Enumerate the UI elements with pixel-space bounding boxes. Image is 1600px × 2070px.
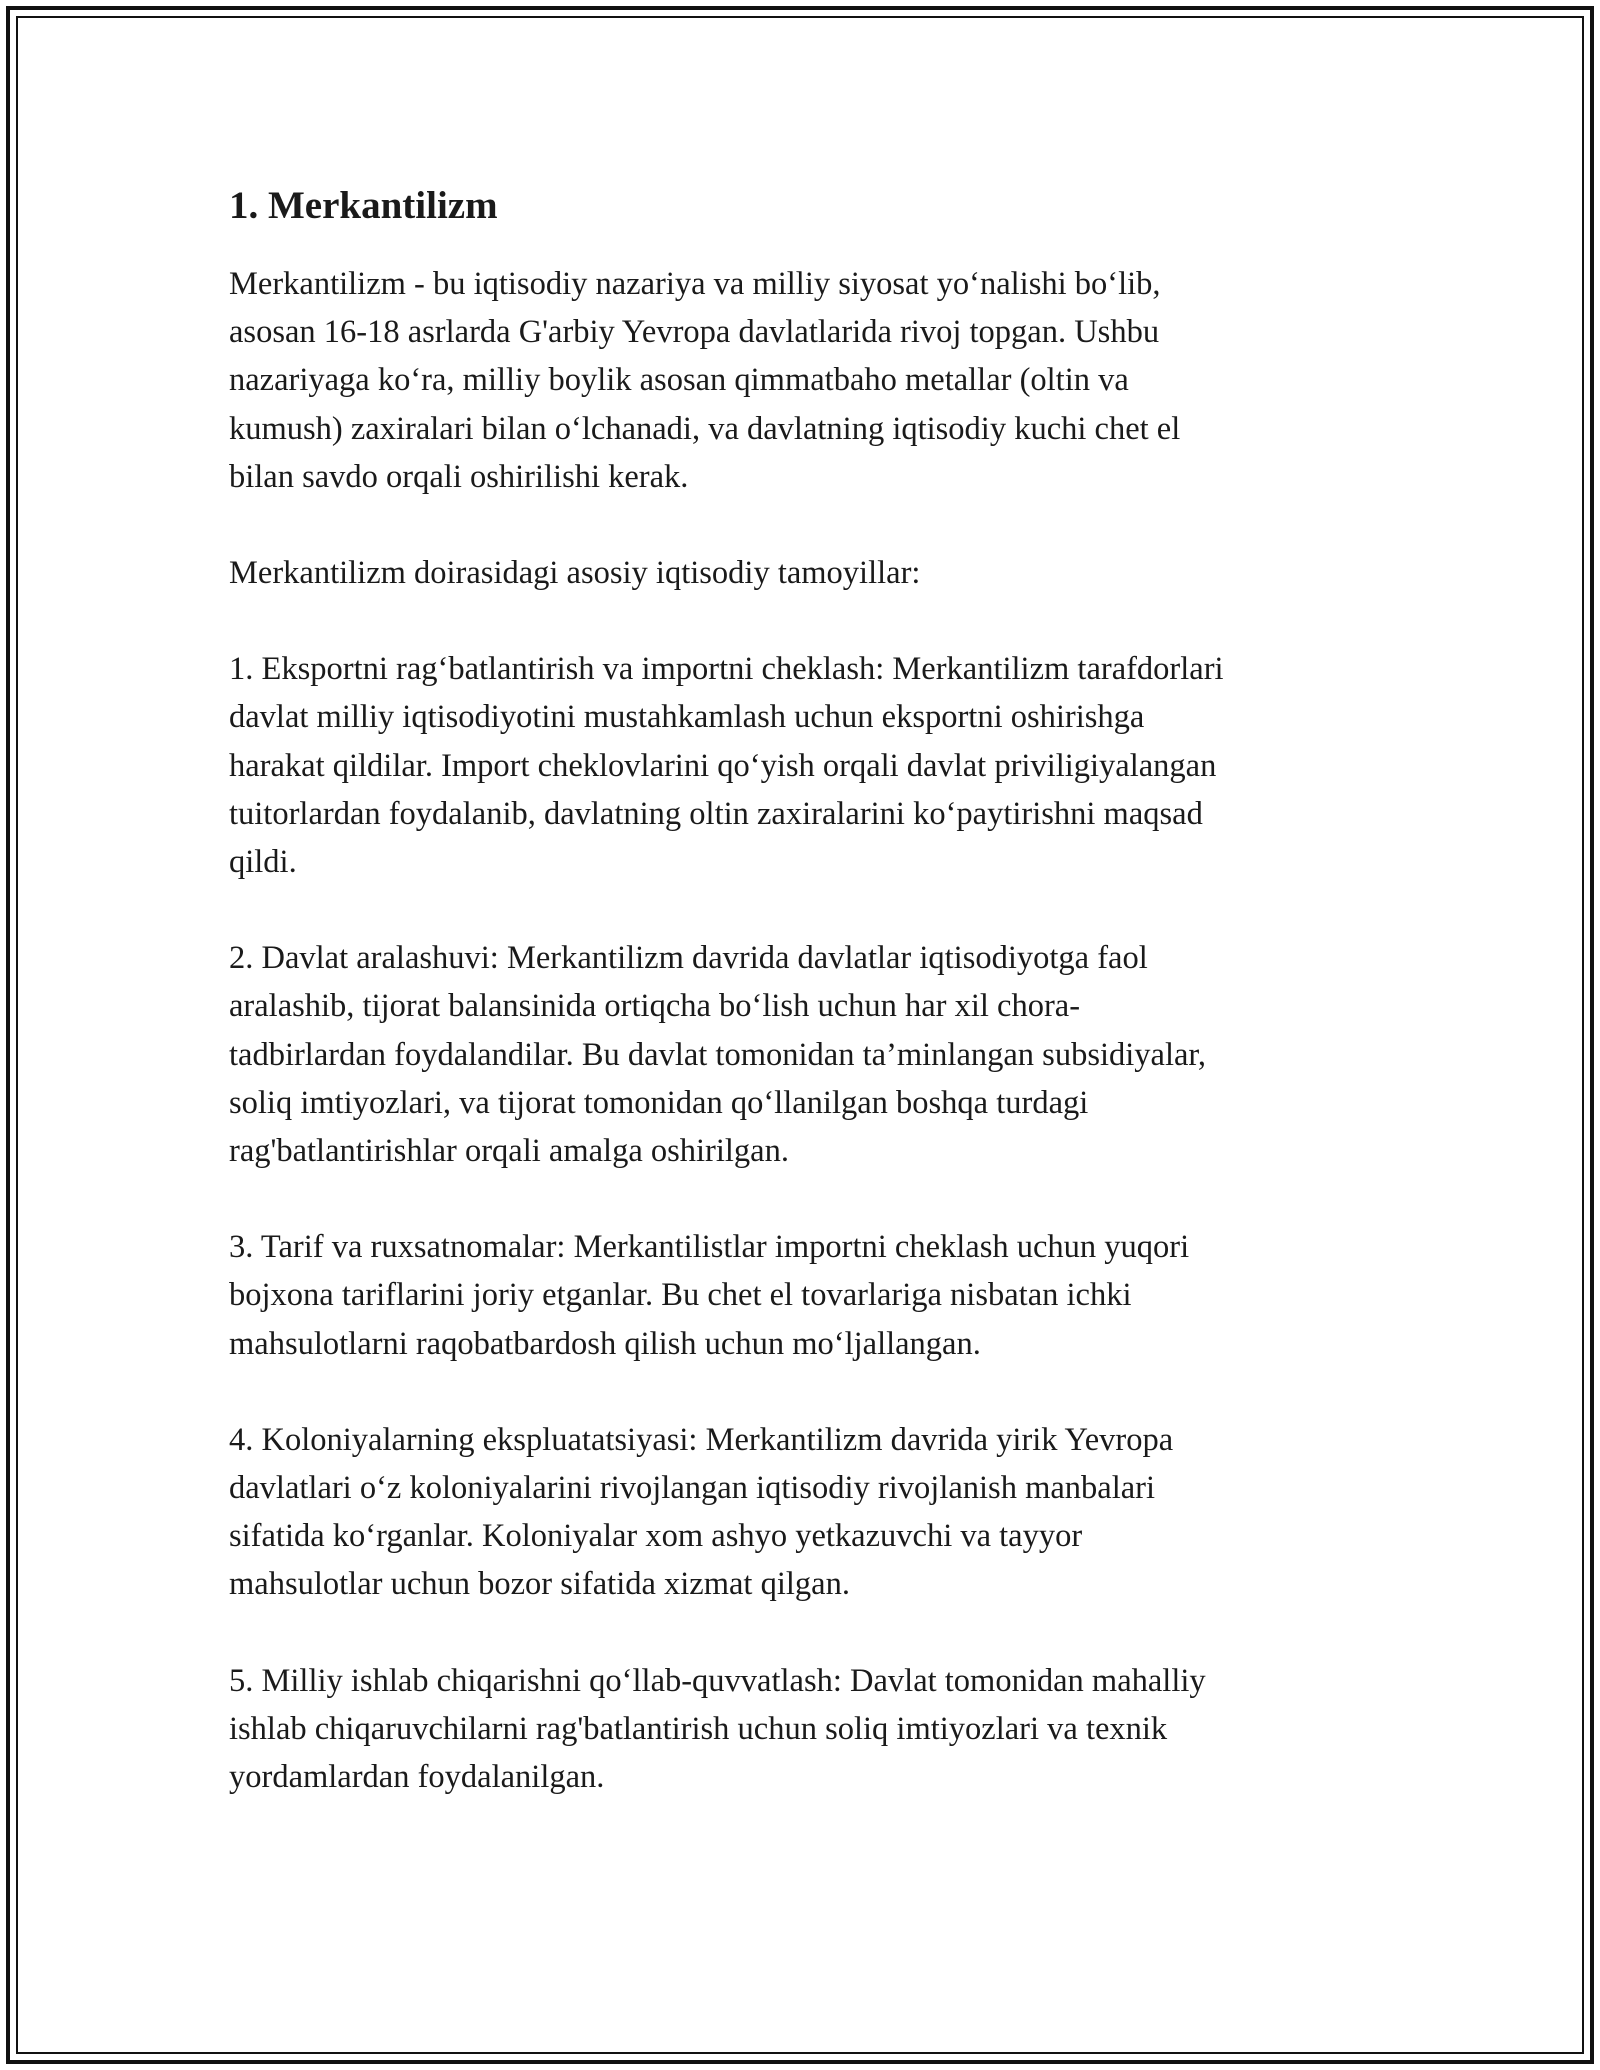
text-line: sifatida ko‘rganlar. Koloniyalar xom ashyo yetkazuvchi va tayyor [229, 1518, 1083, 1555]
text-line: yordamlardan foydalanilgan. [229, 1759, 605, 1796]
text-line: bojxona tariflarini joriy etganlar. Bu chet el tovarlariga nisbatan ichki [229, 1277, 1132, 1314]
principles-heading-paragraph [229, 549, 1379, 597]
intro-paragraph [229, 260, 1379, 501]
principle-1-paragraph [229, 645, 1379, 886]
section-title: 1. Merkantilizm [229, 184, 498, 227]
text-line: ishlab chiqaruvchilarni rag'batlantirish uchun soliq imtiyozlari va texnik [229, 1710, 1168, 1747]
text-line: 3. Tarif va ruxsatnomalar: Merkantilistlar importni cheklash uchun yuqori [229, 1229, 1190, 1266]
text-line: 1. Eksportni rag‘batlantirish va importni cheklash: Merkantilizm tarafdorlari [229, 651, 1224, 688]
text-line: bilan savdo orqali oshirilishi kerak. [229, 458, 689, 495]
principle-5-paragraph [229, 1657, 1379, 1802]
text-line: qildi. [229, 844, 297, 881]
text-line: tadbirlardan foydalandilar. Bu davlat tomonidan ta’minlangan subsidiyalar, [229, 1036, 1207, 1073]
text-line: Merkantilizm - bu iqtisodiy nazariya va milliy siyosat yo‘nalishi bo‘lib, [229, 266, 1161, 302]
text-line: 4. Koloniyalarning ekspluatatsiyasi: Merkantilizm davrida yirik Yevropa [229, 1421, 1174, 1458]
text-line: rag'batlantirishlar orqali amalga oshirilgan. [229, 1133, 789, 1170]
document-content [229, 182, 1379, 1849]
text-line: mahsulotlar uchun bozor sifatida xizmat qilgan. [229, 1566, 850, 1603]
text-line: mahsulotlarni raqobatbardosh qilish uchun mo‘ljallangan. [229, 1325, 981, 1362]
text-line: kumush) zaxiralari bilan o‘lchanadi, va davlatning iqtisodiy kuchi chet el [229, 410, 1181, 447]
principle-2-paragraph [229, 934, 1379, 1175]
text-line: asosan 16-18 asrlarda G'arbiy Yevropa davlatlarida rivoj topgan. Ushbu [229, 314, 1160, 351]
text-line: nazariyaga ko‘ra, milliy boylik asosan qimmatbaho metallar (oltin va [229, 362, 1129, 399]
text-line: harakat qildilar. Import cheklovlarini qo‘yish orqali davlat priviligiyalangan [229, 747, 1217, 784]
text-line: 5. Milliy ishlab chiqarishni qo‘llab-quvvatlash: Davlat tomonidan mahalliy [229, 1662, 1206, 1699]
text-line: soliq imtiyozlari, va tijorat tomonidan qo‘llanilgan boshqa turdagi [229, 1084, 1089, 1121]
principle-4-paragraph [229, 1416, 1379, 1609]
principle-3-paragraph [229, 1223, 1379, 1368]
text-line: Merkantilizm doirasidagi asosiy iqtisodiy tamoyillar: [229, 555, 921, 592]
text-line: aralashib, tijorat balansinida ortiqcha bo‘lish uchun har xil chora- [229, 988, 1081, 1025]
text-line: tuitorlardan foydalanib, davlatning oltin zaxiralarini ko‘paytirishni maqsad [229, 795, 1203, 832]
text-line: davlatlari o‘z koloniyalarini rivojlangan iqtisodiy rivojlanish manbalari [229, 1470, 1156, 1507]
text-line: davlat milliy iqtisodiyotini mustahkamlash uchun eksportni oshirishga [229, 699, 1145, 736]
text-line: 2. Davlat aralashuvi: Merkantilizm davrida davlatlar iqtisodiyotga faol [229, 940, 1148, 977]
